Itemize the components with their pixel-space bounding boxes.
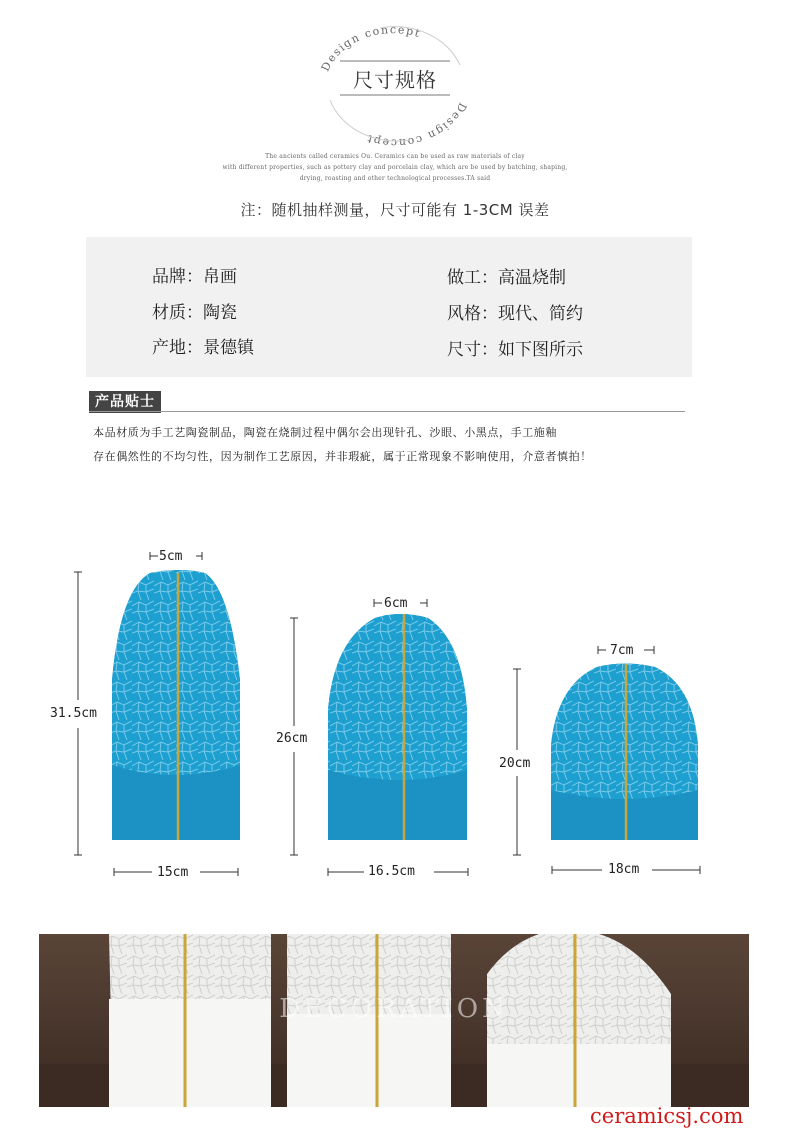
vase1-height-label: 31.5cm (50, 706, 97, 721)
badge-arc-text-top: Design concept (318, 23, 423, 74)
svg-text:Design concept (364, 100, 469, 149)
spec-origin: 产地：景德镇 (152, 338, 254, 358)
site-watermark: ceramicsj.com (590, 1104, 744, 1128)
vase3-width-label: 18cm (608, 862, 640, 877)
tips-text-line-2: 存在偶然性的不均匀性，因为制作工艺原因，并非瑕疵，属于正常现象不影响使用，介意者慎拍！ (93, 450, 592, 463)
spec-size: 尺寸：如下图所示 (447, 340, 583, 360)
badge-arc-text-bottom: Design concept (364, 100, 470, 150)
measurement-note: 注：随机抽样测量，尺寸可能有 1-3CM 误差 (240, 201, 550, 219)
vase2-height-label: 26cm (276, 731, 308, 746)
spec-style: 风格：现代、简约 (447, 304, 583, 324)
tips-text-line-1: 本品材质为手工艺陶瓷制品，陶瓷在烧制过程中偶尔会出现针孔、沙眼、小黑点，手工施釉 (93, 426, 557, 439)
intro-line-2: with different properties, such as pottery clay and porcelain clay, which are be used by batching, shaping, (222, 164, 568, 171)
vase1-width-label: 15cm (157, 865, 189, 880)
vase2-mouth-label: 6cm (384, 596, 408, 611)
vase-large (112, 570, 240, 840)
spec-craft: 做工：高温烧制 (447, 268, 566, 288)
tips-heading: 产品贴士 (89, 391, 161, 413)
decoration-photo (39, 934, 749, 1107)
vase3-height-label: 20cm (499, 756, 531, 771)
spec-material: 材质：陶瓷 (152, 303, 237, 323)
vase-small (551, 664, 698, 841)
photo-caption: DECORATION (279, 994, 509, 1024)
vase-medium (328, 614, 467, 840)
vase3-mouth-label: 7cm (610, 643, 634, 658)
spec-section-title: 尺寸规格 (353, 68, 437, 92)
vase1-mouth-label: 5cm (159, 549, 183, 564)
intro-line-3: drying, roasting and other technological processes.TA said (299, 175, 491, 182)
vase-size-diagram (0, 540, 790, 890)
spec-brand: 品牌：帛画 (152, 267, 237, 287)
intro-line-1: The ancients called ceramics Ou. Ceramics can be used as raw materials of clay (265, 153, 525, 160)
tips-divider (89, 411, 685, 412)
vase2-width-label: 16.5cm (368, 864, 415, 879)
